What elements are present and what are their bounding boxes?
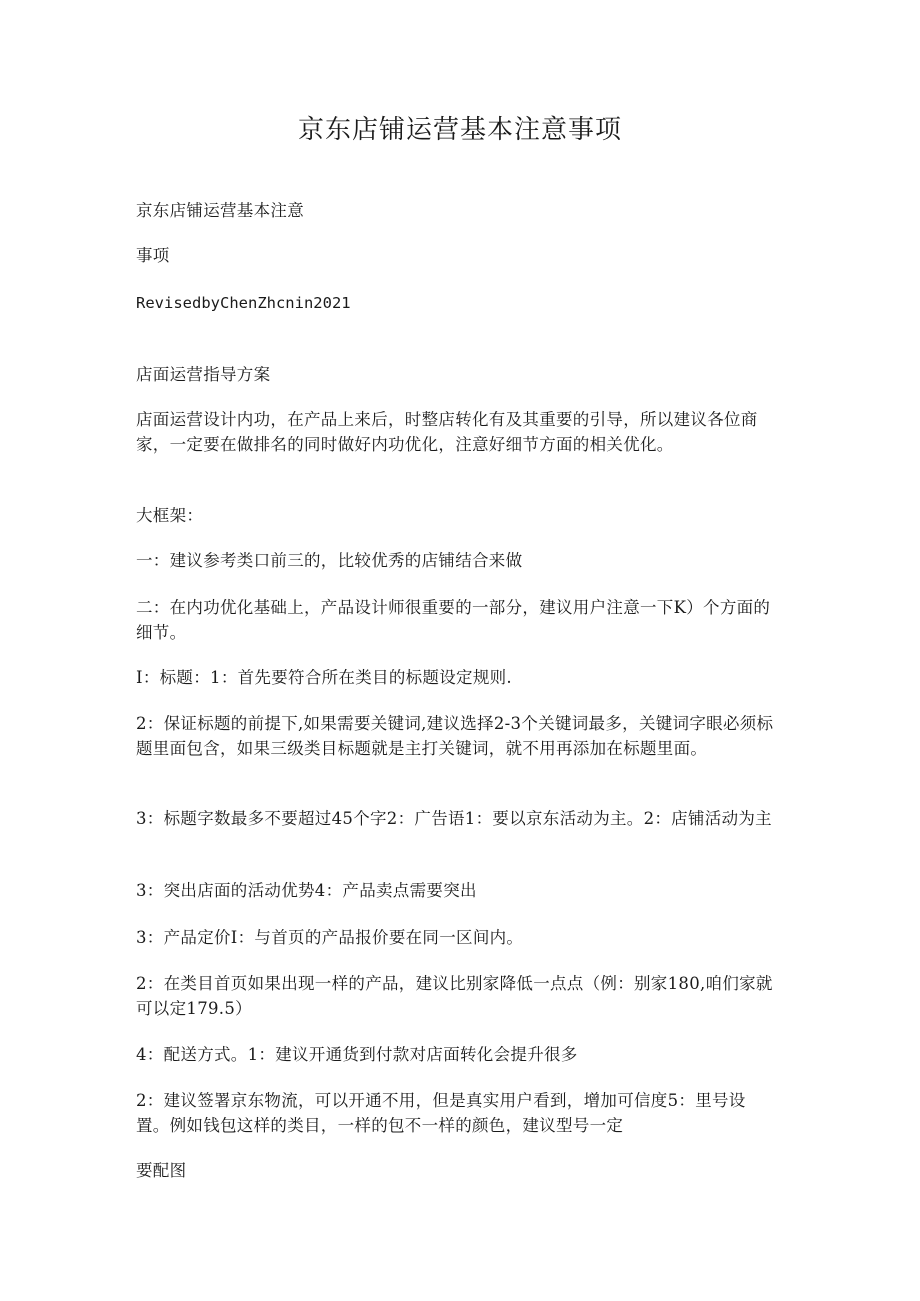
paragraph-revision-note: RevisedbyChenZhcnin2021 xyxy=(136,294,351,312)
paragraph-framework-heading: 大框架： xyxy=(136,506,204,525)
paragraph-subtitle-line2: 事项 xyxy=(136,246,170,265)
paragraph-delivery-rule-2: 2：建议签署京东物流，可以开通不用，但是真实用户看到，增加可信度5：里号设置。例如钱包这样的类目，一样的包不一样的颜色，建议型号一定 xyxy=(136,1091,746,1135)
paragraph-closing: 要配图 xyxy=(136,1161,187,1180)
paragraph-title-rule-1: I：标题：1：首先要符合所在类目的标题设定规则. xyxy=(136,668,512,687)
paragraph-subtitle-line1: 京东店铺运营基本注意 xyxy=(136,201,304,220)
paragraph-point-one: 一：建议参考类口前三的，比较优秀的店铺结合来做 xyxy=(136,551,523,570)
paragraph-delivery-rule-1: 4：配送方式。1：建议开通货到付款对店面转化会提升很多 xyxy=(136,1045,578,1064)
paragraph-pricing-rule-2: 2：在类目首页如果出现一样的产品，建议比别家降低一点点（例：别家180,咱们家就可以定179.5） xyxy=(136,974,773,1018)
paragraph-highlight-advantages: 3：突出店面的活动优势4：产品卖点需要突出 xyxy=(136,881,477,900)
paragraph-title-rule-2: 2：保证标题的前提下,如果需要关键词,建议选择2-3个关键词最多，关键词字眼必须标题里面包含，如果三级类目标题就是主打关键词，就不用再添加在标题里面。 xyxy=(136,714,774,758)
paragraph-point-two: 二：在内功优化基础上，产品设计师很重要的一部分，建议用户注意一下K）个方面的细节。 xyxy=(136,598,771,642)
paragraph-intro: 店面运营设计内功，在产品上来后，时整店转化有及其重要的引导，所以建议各位商家，一定要在做排名的同时做好内功优化，注意好细节方面的相关优化。 xyxy=(136,410,758,454)
paragraph-section-heading: 店面运营指导方案 xyxy=(136,365,271,384)
paragraph-title-rule-3: 3：标题字数最多不要超过45个字2：广告语1：要以京东活动为主。2：店铺活动为主 xyxy=(136,809,772,828)
document-title: 京东店铺运营基本注意事项 xyxy=(297,115,622,145)
paragraph-pricing-rule-1: 3：产品定价I：与首页的产品报价要在同一区间内。 xyxy=(136,928,524,947)
